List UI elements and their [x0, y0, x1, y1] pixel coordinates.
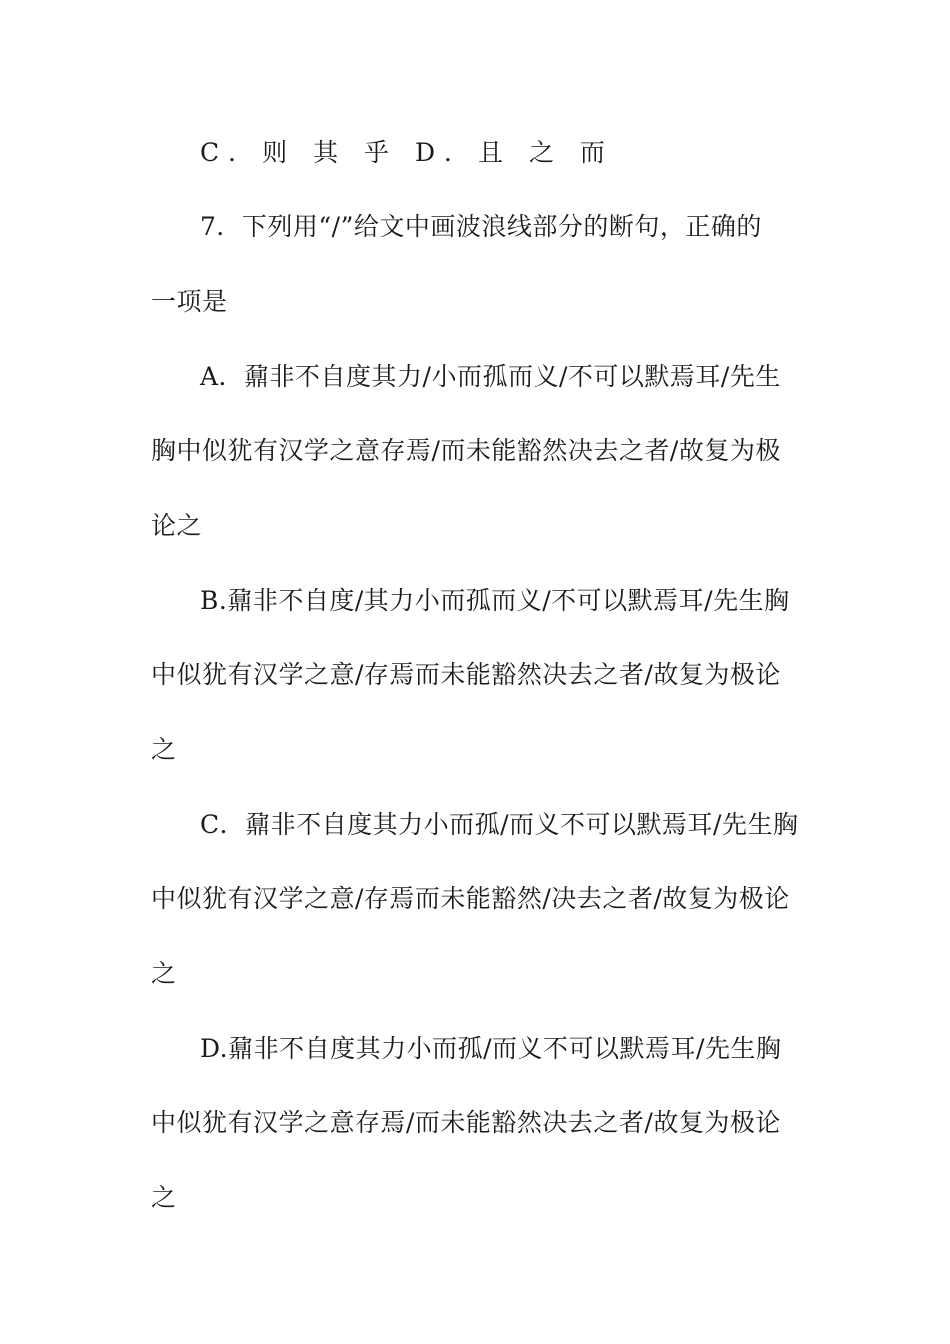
option-d-line-1: D.鼐非不自度其力小而孤/而义不可以默焉耳/先生胸 — [200, 1034, 782, 1063]
option-d-line-3: 之 — [151, 1183, 177, 1212]
question-7-stem: 7．下列用“/”给文中画波浪线部分的断句，正确的 — [200, 212, 762, 241]
option-b-line-3: 之 — [151, 735, 177, 764]
option-c-line-2: 中似犹有汉学之意/存焉而未能豁然/决去之者/故复为极论 — [151, 884, 790, 913]
option-a-line-2: 胸中似犹有汉学之意存焉/而未能豁然决去之者/故复为极 — [151, 436, 781, 465]
option-c-line-3: 之 — [151, 959, 177, 988]
option-a-line-3: 论之 — [151, 511, 203, 540]
option-line-c-d-previous: C．则 其 乎 D．且 之 而 — [200, 138, 614, 167]
option-c-line-1: C．鼐非不自度其力小而孤/而义不可以默焉耳/先生胸 — [200, 810, 799, 839]
question-7-stem-continued: 一项是 — [151, 287, 228, 316]
option-b-line-1: B.鼐非不自度/其力小而孤而义/不可以默焉耳/先生胸 — [200, 586, 790, 615]
option-d-line-2: 中似犹有汉学之意存焉/而未能豁然决去之者/故复为极论 — [151, 1108, 781, 1137]
option-a-line-1: A．鼐非不自度其力/小而孤而义/不可以默焉耳/先生 — [200, 362, 781, 391]
option-b-line-2: 中似犹有汉学之意/存焉而未能豁然决去之者/故复为极论 — [151, 660, 781, 689]
